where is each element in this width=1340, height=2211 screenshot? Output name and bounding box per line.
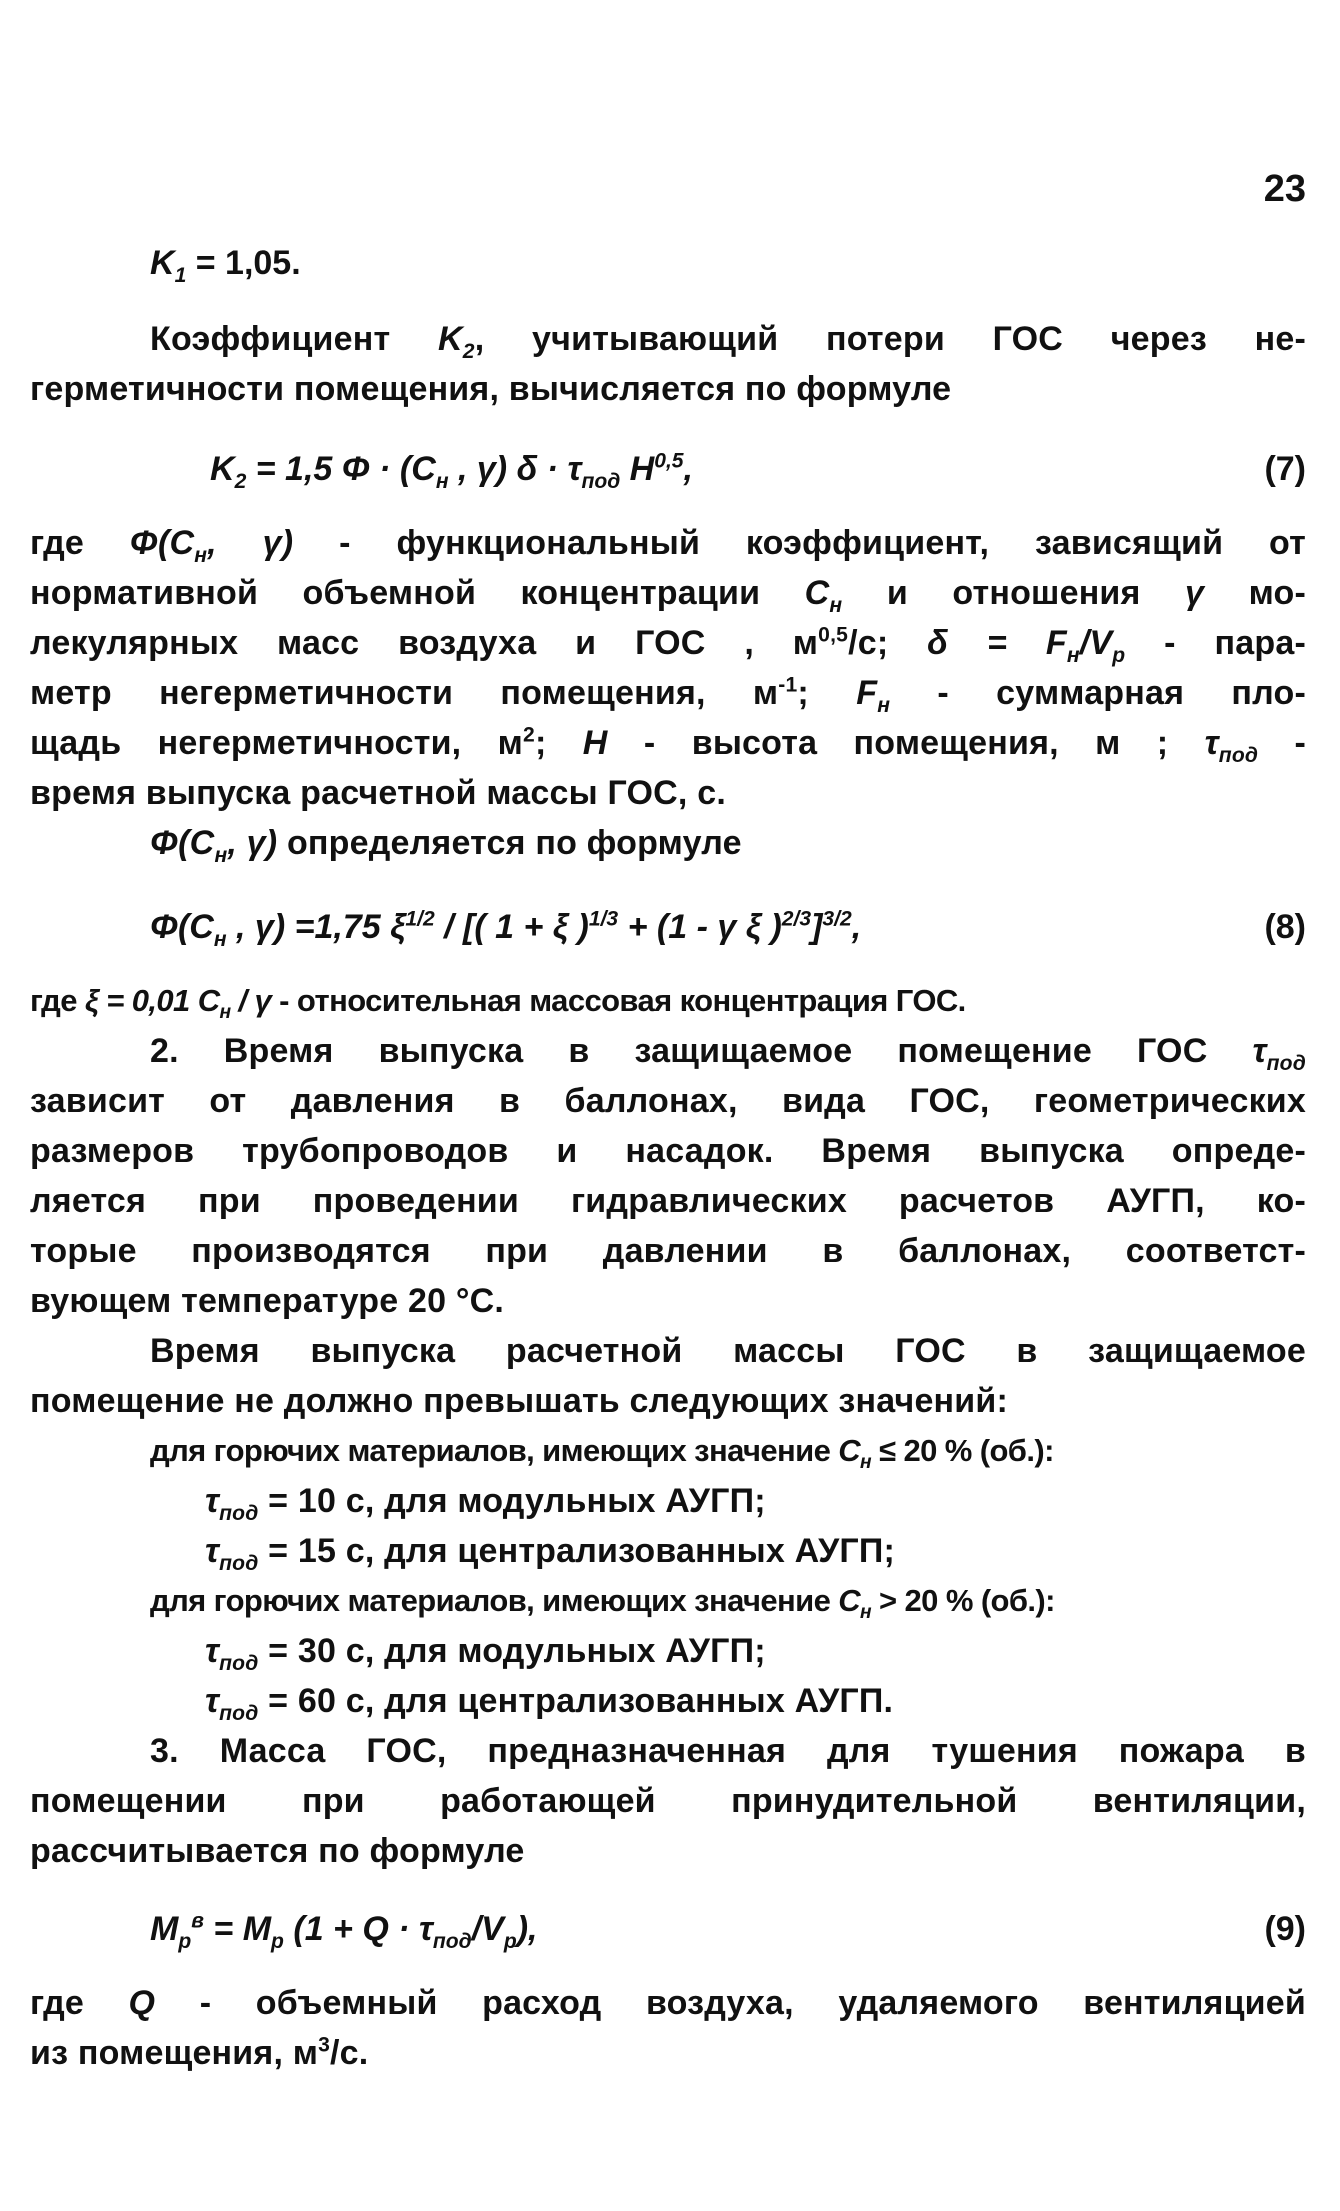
time-limit-centralized-60: $\tau_{под} = 60$ с, для централизованных АУГП. [205,1682,894,1725]
time-limit-modular-10: $\tau_{под} = 10$ с, для модульных АУГП; [205,1482,766,1525]
q-definition-line-2: из помещения, $м^3/с$. [30,2033,369,2072]
section-3-line-3: рассчитывается по формуле [30,1832,525,1870]
equation-8: $\Phi(C_н$ , γ) =1,75 $\xi^{1/2}$ / [( 1 + ξ )$^{1/3}$ + (1 - γ ξ )$^{2/3}$]$^{3/2}$, [150,907,862,951]
section-2-line-1: 2. Время выпуска в защищаемое помещение ГОС $\tau_{под}$ [150,1032,1306,1075]
paragraph-k2-line-1: Коэффициент $K_2$, учитывающий потери ГОС через не- [150,320,1306,363]
xi-definition: где ξ = 0,01 $C_н$ / γ - относительная массовая концентрация ГОС. [30,983,966,1024]
definitions-line-4: метр негерметичности помещения, $м^{-1}$; $F_н$ - суммарная пло- [30,673,1306,717]
definitions-line-5: щадь негерметичности, $м^2$; H - высота помещения, м ; $\tau_{под}$ - [30,723,1306,767]
condition-high-concentration: для горючих материалов, имеющих значение $C_н > 20$ % (об.): [150,1583,1055,1624]
section-2-line-5: торые производятся при давлении в баллонах, соответст- [30,1232,1306,1270]
equation-9-number: (9) [1264,1910,1306,1948]
page-number: 23 [1263,168,1306,210]
definitions-line-2: нормативной объемной концентрации $C_н$ и отношения γ мо- [30,574,1307,617]
definitions-line-1: где $\Phi(C_н$, γ) - функциональный коэффициент, зависящий от [30,524,1306,567]
equation-8-number: (8) [1264,908,1306,946]
q-definition-line-1: где Q - объемный расход воздуха, удаляемого вентиляцией [30,1984,1306,2022]
time-limit-centralized-15: $\tau_{под} = 15$ с, для централизованных АУГП; [205,1532,896,1575]
k1-value: $K_1 = 1,05$. [150,244,301,287]
paragraph-k2-line-2: герметичности помещения, вычисляется по формуле [30,370,952,408]
time-limit-modular-30: $\tau_{под} = 30$ с, для модульных АУГП; [205,1632,766,1675]
equation-7: $K_2 = 1,5$ $\Phi \cdot (C_н$ , γ) $\delta \cdot \tau_{под}$ H$^{0,5}$, [210,449,693,493]
section-3-line-1: 3. Масса ГОС, предназначенная для тушения пожара в [150,1732,1306,1770]
section-2-line-2: зависит от давления в баллонах, вида ГОС, геометрических [30,1082,1306,1120]
time-limits-line-2: помещение не должно превышать следующих значений: [30,1382,1009,1420]
section-3-line-2: помещении при работающей принудительной вентиляции, [30,1782,1306,1820]
section-2-line-3: размеров трубопроводов и насадок. Время выпуска опреде- [30,1132,1306,1170]
equation-9: $M_р^в = M_р$ $(1 + Q \cdot \tau_{под}/V_р)$, [150,1909,538,1953]
equation-7-number: (7) [1264,450,1306,488]
definitions-line-6: время выпуска расчетной массы ГОС, с. [30,774,726,812]
definitions-line-3: лекулярных масс воздуха и ГОС , $м^{0,5}/с$; $\delta = F_н/V_р$ - пара- [30,623,1306,667]
section-2-line-6: вующем температуре 20 °С. [30,1282,505,1320]
condition-low-concentration: для горючих материалов, имеющих значение $C_н \le 20$ % (об.): [150,1433,1054,1474]
phi-intro: $\Phi(C_н$, γ) определяется по формуле [150,824,742,867]
section-2-line-4: ляется при проведении гидравлических расчетов АУГП, ко- [30,1182,1306,1220]
time-limits-line-1: Время выпуска расчетной массы ГОС в защищаемое [150,1332,1306,1370]
